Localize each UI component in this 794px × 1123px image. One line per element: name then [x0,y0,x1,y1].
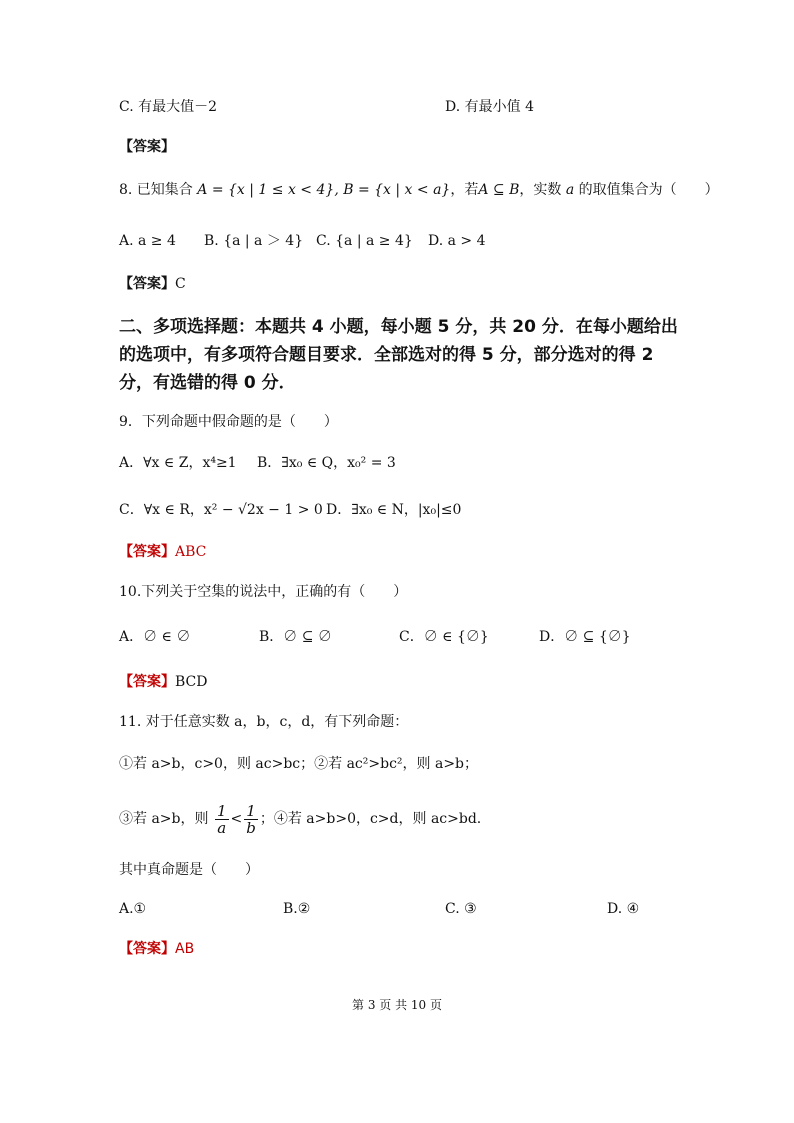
q11-frac-1-over-b [244,803,258,836]
q9-option-d: D．∃x₀ ∈ N，|x₀|≤0 [326,502,462,518]
q8-answer-value: C [175,276,186,292]
q8-option-b: B. {a | a ＞ 4} [204,233,304,249]
q11-option-a: A.① [119,901,147,917]
q8-stem-suffix: ，实数 [519,182,562,198]
q9-answer [119,542,206,562]
q11-option-d: D. ④ [607,901,640,917]
q8-option-a: A. a ≥ 4 [119,233,176,249]
q8-var: a [565,182,575,198]
q11-option-c: C. ③ [445,901,477,917]
q7-option-d: D. 有最小值 4 [445,99,534,115]
q8-answer [119,274,186,294]
q8-subset: A ⊆ B [478,182,520,198]
q8-stem-mid: ，若 [450,182,479,198]
q8-option-d: D. a > 4 [428,233,486,249]
q11-less-than: < [230,811,243,827]
q8-stem [119,180,719,200]
q8-set-a: A = {x | 1 ≤ x < 4} [197,182,335,198]
q10-answer-value: BCD [175,674,208,690]
q11-stem: 11. 对于任意实数 a，b，c，d，有下列命题： [119,714,409,730]
q11-answer [119,939,194,959]
q9-answer-label: 【答案】 [119,544,175,560]
q11-frac-1-over-a [215,803,229,836]
q10-stem: 10.下列关于空集的说法中，正确的有（ ） [119,584,408,600]
q10-answer [119,672,207,692]
q11-prop4: ；④若 a>b>0，c>d，则 ac>bd. [259,811,482,827]
page-footer: 第 3 页 共 10 页 [352,998,442,1012]
q8-option-c: C. {a | a ≥ 4} [316,233,413,249]
q8-stem-prefix: 8. 已知集合 [119,182,193,198]
q7-answer-label: 【答案】 [119,139,175,155]
q9-option-c: C．∀x ∈ R，x² − √2x − 1 > 0 [119,502,323,518]
q7-option-c: C. 有最大值－2 [119,99,218,115]
frac-numerator: 1 [244,803,258,820]
q11-ask: 其中真命题是（ ） [119,862,259,878]
q11-answer-label: 【答案】 [119,941,175,957]
q9-answer-value: ABC [175,544,207,560]
q9-option-b: B．∃x₀ ∈ Q，x₀² = 3 [257,455,396,471]
q8-stem-end: 的取值集合为（ ） [578,182,719,198]
frac-denominator: b [246,818,256,837]
q9-stem: 9．下列命题中假命题的是（ ） [119,414,338,430]
q10-option-c: C．∅ ∈ {∅} [399,629,489,645]
q11-prop3-prefix: ③若 a>b，则 [119,811,209,827]
q11-prop34 [119,797,481,841]
q10-answer-label: 【答案】 [119,674,175,690]
q8-answer-label: 【答案】 [119,276,175,292]
section2-heading: 二、多项选择题：本题共 4 小题，每小题 5 分，共 20 分．在每小题给出的选项中，有多项符合题目要求．全部选对的得 5 分，部分选对的得 2 分，有选错的得 0 分． [119,317,678,393]
q11-prop12: ①若 a>b，c>0，则 ac>bc；②若 ac²>bc²，则 a>b； [119,756,479,772]
q11-answer-value: AB [175,941,195,957]
frac-numerator: 1 [216,801,227,820]
q11-option-b: B.② [283,901,311,917]
frac-denominator: a [217,818,227,837]
q10-option-b: B．∅ ⊆ ∅ [259,629,332,645]
q8-set-b: , B = {x | x < a} [334,182,451,198]
q10-option-a: A．∅ ∈ ∅ [119,629,191,645]
q9-option-a: A．∀x ∈ Z，x⁴≥1 [119,455,237,471]
q10-option-d: D．∅ ⊆ {∅} [539,629,631,645]
